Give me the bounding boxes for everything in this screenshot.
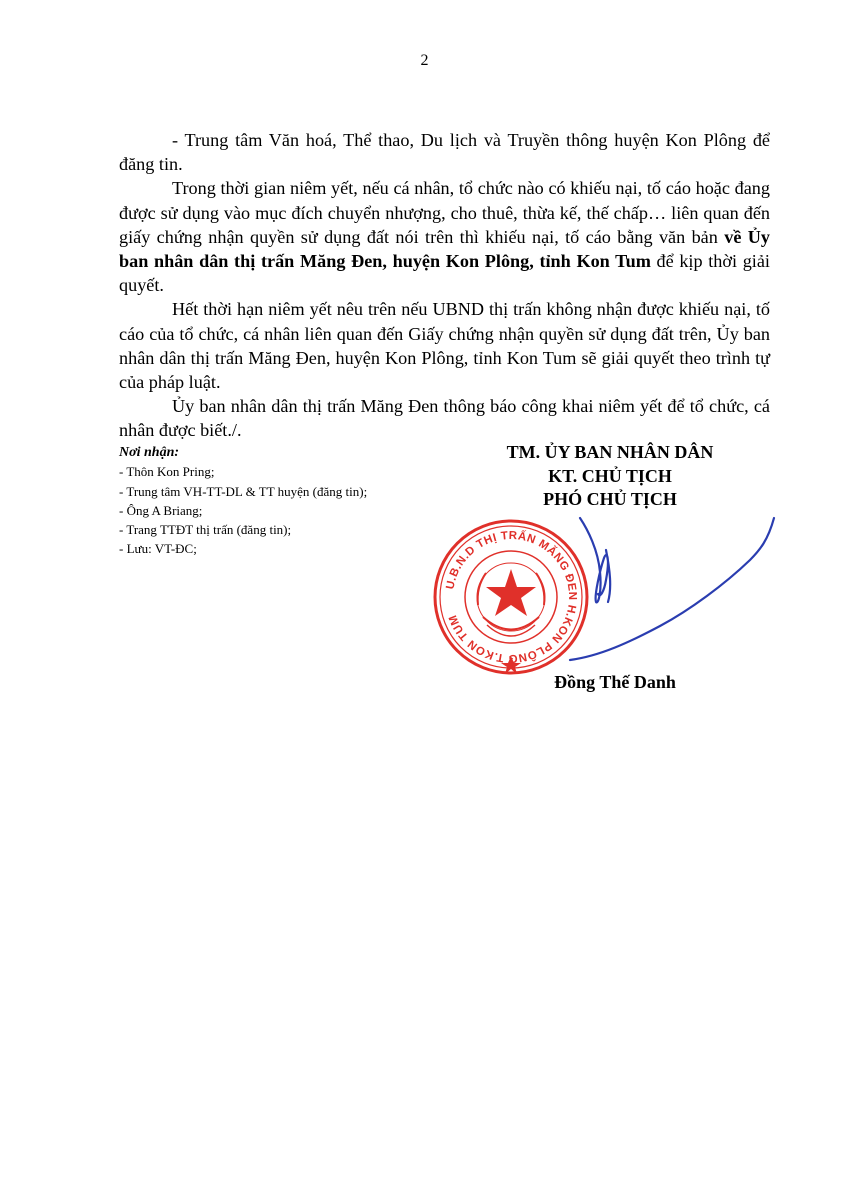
recipient-item: - Trung tâm VH-TT-DL & TT huyện (đăng tin); xyxy=(119,483,368,499)
recipient-item: - Thôn Kon Pring; xyxy=(119,464,215,480)
recipients-heading: Nơi nhận: xyxy=(119,445,180,460)
signature-block-line2: KT. CHỦ TỊCH xyxy=(548,465,672,486)
paragraph-expiry: Hết thời hạn niêm yết nêu trên nếu UBND thị trấn không nhận được khiếu nại, tố cáo của tổ chức, cá nhân liên quan đến Giấy chứng nhận quyền sử dụng đất trên, Ủy ban nhân dân thị trấn Măng Đen, huyện Kon Plông, tỉnh Kon Tum sẽ giải quyết theo trình tự của pháp luật. xyxy=(119,299,770,393)
signature-block xyxy=(450,441,770,512)
paragraph-complaint xyxy=(119,176,770,297)
paragraph-announcement: Ủy ban nhân dân thị trấn Măng Đen thông báo công khai niêm yết để tổ chức, cá nhân được biết./. xyxy=(119,396,770,441)
paragraph-complaint-end: để kịp thời giải quyết. xyxy=(119,251,770,296)
page-number: 2 xyxy=(420,52,429,69)
signer-name: Đồng Thế Danh xyxy=(554,672,676,692)
handwritten-signature xyxy=(560,510,780,690)
recipient-item: - Trang TTĐT thị trấn (đăng tin); xyxy=(119,522,292,538)
signature-block-line3: PHÓ CHỦ TỊCH xyxy=(543,489,677,509)
recipient-item: - Ông A Briang; xyxy=(119,502,203,518)
paragraph-complaint-bold: về Ủy ban nhân dân thị trấn Măng Đen, huyện Kon Plông, tỉnh Kon Tum xyxy=(119,226,770,272)
document-body xyxy=(119,128,770,443)
paragraph-complaint-start: Trong thời gian niêm yết, nếu cá nhân, tổ chức nào có khiếu nại, tố cáo hoặc đang được sử dụng vào mục đích chuyển nhượng, cho thuê, thừa kế, thế chấp… liên quan đến giấy chứng nhận quyền sử dụng đất nói trên thì khiếu nại, tố cáo bằng văn bản xyxy=(119,178,770,247)
svg-text:U.B.N.D THỊ TRẤN MĂNG ĐEN H.KO: U.B.N.D THỊ TRẤN MĂNG ĐEN H.KON PLÔNG T.KON TUM xyxy=(444,529,579,665)
recipients-list xyxy=(119,443,449,559)
recipient-item: - Lưu: VT-ĐC; xyxy=(119,541,197,557)
signature-block-line1: TM. ỦY BAN NHÂN DÂN xyxy=(506,442,714,462)
paragraph-recipient-media: - Trung tâm Văn hoá, Thể thao, Du lịch và Truyền thông huyện Kon Plông để đăng tin. xyxy=(119,130,770,175)
